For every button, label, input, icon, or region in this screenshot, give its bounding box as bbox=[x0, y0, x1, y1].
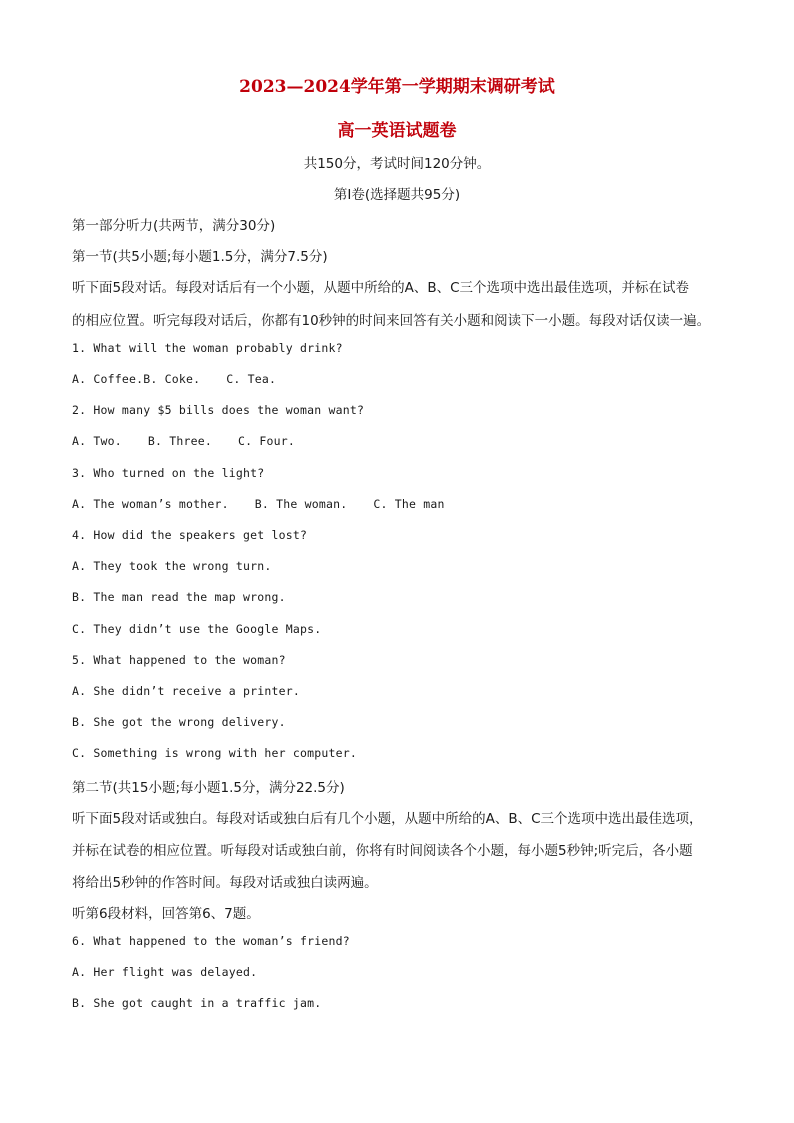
option-b: B. The woman. bbox=[254, 497, 348, 511]
option-c: C. Four. bbox=[238, 434, 295, 448]
section2-instruction-line: 并标在试卷的相应位置。听每段对话或独白前，你将有时间阅读各个小题，每小题5秒钟;听完后，各小题 bbox=[72, 843, 693, 859]
section1-instruction-line: 听下面5段对话。每段对话后有一个小题，从题中所给的A、B、C三个选项中选出最佳选项，并标在试卷 bbox=[72, 280, 690, 296]
question-5-stem: 5. What happened to the woman? bbox=[72, 653, 286, 667]
option-b: B. Three. bbox=[147, 434, 212, 448]
volume-heading: 第Ⅰ卷(选择题共95分) bbox=[333, 187, 461, 203]
section1-instruction-line: 的相应位置。听完每段对话后，你都有10秒钟的时间来回答有关小题和阅读下一小题。每段对话仅读一遍。 bbox=[72, 313, 711, 329]
question-2-stem: 2. How many $5 bills does the woman want? bbox=[72, 403, 365, 417]
question-1-stem: 1. What will the woman probably drink? bbox=[72, 341, 343, 355]
question-2-options bbox=[72, 434, 295, 448]
option-a: A. Two. bbox=[72, 434, 122, 448]
option-c: C. The man bbox=[373, 497, 445, 511]
option-c: C. Tea. bbox=[226, 372, 277, 386]
section2-heading: 第二节(共15小题;每小题1.5分，满分22.5分) bbox=[72, 780, 345, 796]
question-3-stem: 3. Who turned on the light? bbox=[72, 466, 265, 480]
option-a: A. The woman’s mother. bbox=[72, 497, 229, 511]
question-1-options bbox=[72, 372, 276, 386]
question-5-option-c: C. Something is wrong with her computer. bbox=[72, 746, 357, 760]
question-5-option-a: A. She didn’t receive a printer. bbox=[72, 684, 300, 698]
question-6-option-b: B. She got caught in a traffic jam. bbox=[72, 996, 322, 1010]
question-6-stem: 6. What happened to the woman’s friend? bbox=[72, 934, 350, 948]
part1-heading: 第一部分听力(共两节，满分30分) bbox=[72, 218, 276, 234]
section2-instruction-line: 听下面5段对话或独白。每段对话或独白后有几个小题，从题中所给的A、B、C三个选项中选出最佳选项， bbox=[72, 811, 703, 827]
question-4-option-c: C. They didn’t use the Google Maps. bbox=[72, 622, 322, 636]
section2-instruction-line: 将给出5秒钟的作答时间。每段对话或独白读两遍。 bbox=[72, 875, 378, 891]
exam-subtitle: 高一英语试题卷 bbox=[337, 121, 457, 141]
question-4-option-a: A. They took the wrong turn. bbox=[72, 559, 272, 573]
question-6-option-a: A. Her flight was delayed. bbox=[72, 965, 258, 979]
exam-title: 2023—2024学年第一学期期末调研考试 bbox=[239, 77, 555, 97]
section1-heading: 第一节(共5小题;每小题1.5分，满分7.5分) bbox=[72, 249, 328, 265]
question-3-options bbox=[72, 497, 445, 511]
option-a: A. Coffee.B. Coke. bbox=[72, 372, 201, 386]
exam-info: 共150分，考试时间120分钟。 bbox=[303, 156, 491, 172]
question-4-stem: 4. How did the speakers get lost? bbox=[72, 528, 308, 542]
material-note: 听第6段材料，回答第6、7题。 bbox=[72, 906, 260, 922]
question-4-option-b: B. The man read the map wrong. bbox=[72, 590, 286, 604]
question-5-option-b: B. She got the wrong delivery. bbox=[72, 715, 286, 729]
